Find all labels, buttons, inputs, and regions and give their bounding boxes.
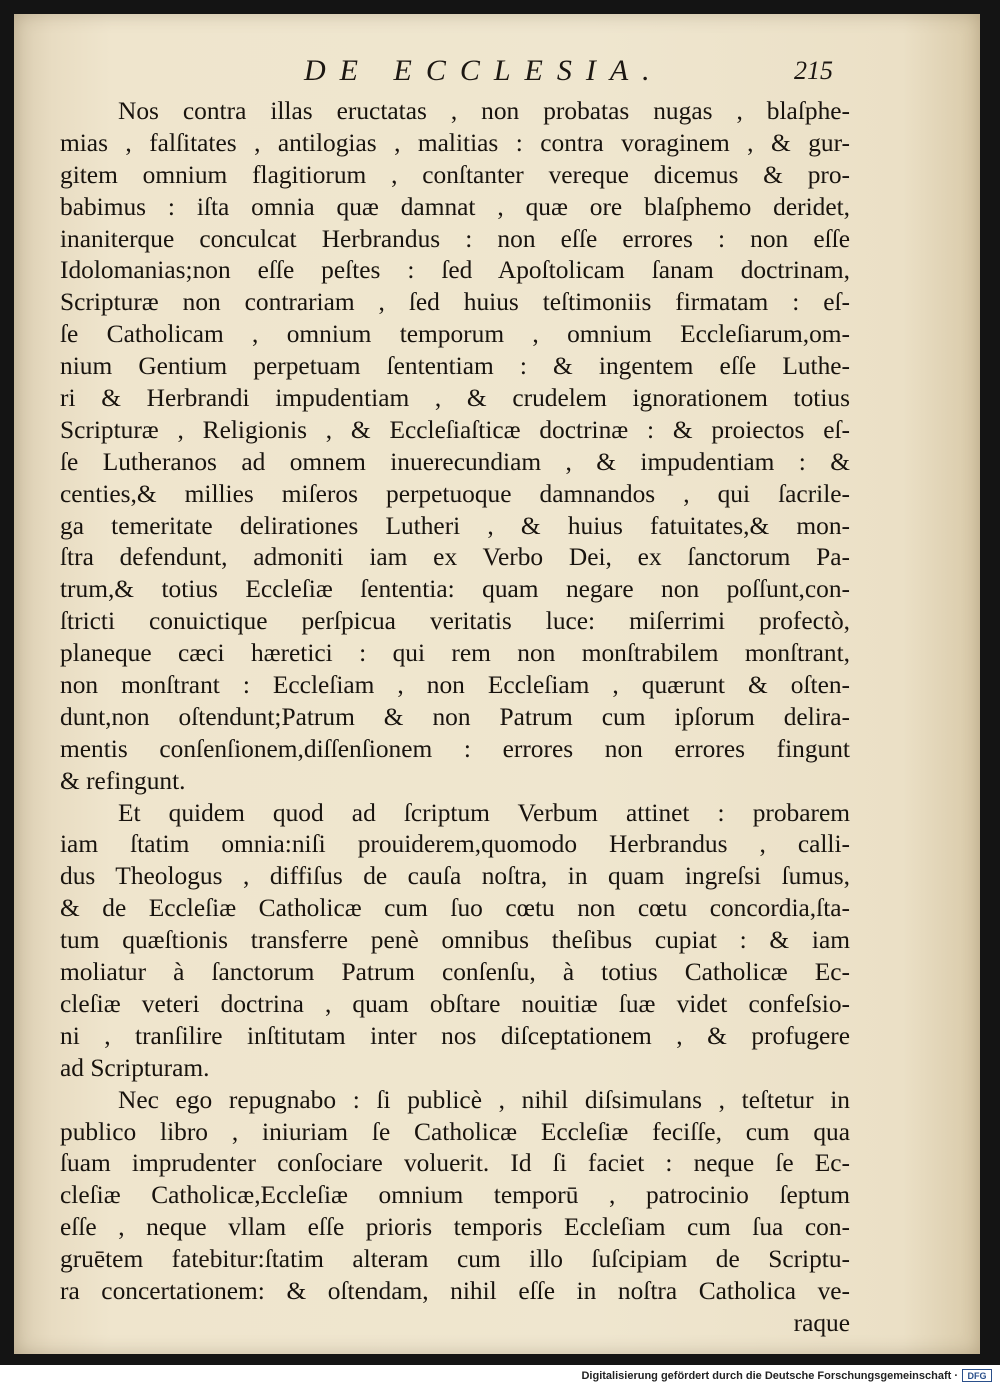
text-line: planeque cæci hæretici : qui rem non monſtrabilem monſtrant, xyxy=(60,639,850,668)
text-line: mias , falſitates , antilogias , malitias : contra voraginem , & gur- xyxy=(60,128,850,157)
page-number: 215 xyxy=(794,56,833,85)
text-line: iam ſtatim omnia:niſi prouiderem,quomodo Herbrandus , calli- xyxy=(60,830,850,859)
text-line: Nec ego repugnabo : ſi publicè , nihil diſsimulans , teſtetur in xyxy=(118,1085,850,1114)
text-line: Nos contra illas eructatas , non probatas nugas , blaſphe- xyxy=(118,97,850,125)
text-line: publico libro , iniuriam ſe Catholicæ Eccleſiæ feciſſe, cum qua xyxy=(60,1117,850,1146)
text-line: ni , tranſilire inſtitutam inter nos diſceptationem , & profugere xyxy=(60,1021,850,1050)
text-line: ri & Herbrandi impudentiam , & crudelem ignorationem totius xyxy=(60,384,850,413)
text-line: Scripturæ non contrariam , ſed huius teſtimoniis firmatam : eſ- xyxy=(60,288,850,317)
text-line: eſſe , neque vllam eſſe prioris temporis Eccleſiam cum ſua con- xyxy=(60,1213,850,1242)
text-line: Et quidem quod ad ſcriptum Verbum attinet : probarem xyxy=(118,798,850,827)
text-line: ſtricti conuictique perſpicua veritatis luce: miſerrimi profectò, xyxy=(60,607,850,636)
book-page xyxy=(14,14,980,1354)
body-text xyxy=(60,96,850,1340)
text-line: tum quæſtionis transferre penè omnibus theſibus cupiat : & iam xyxy=(60,926,850,955)
text-line: dus Theologus , diffiſus de cauſa noſtra, in quam ingreſsi ſumus, xyxy=(60,862,850,891)
text-line: ſe Lutheranos ad omnem inuerecundiam , & impudentiam : & xyxy=(60,447,850,476)
text-line: mentis conſenſionem,diſſenſionem : errores non errores fingunt xyxy=(60,734,850,763)
text-line: ra concertationem: & oſtendam, nihil eſſe in noſtra Catholica ve- xyxy=(60,1276,850,1305)
text-line: ſuam imprudenter conſociare voluerit. Id ſi faciet : neque ſe Ec- xyxy=(60,1149,850,1178)
funding-credit: Digitalisierung gefördert durch die Deutsche Forschungsgemeinschaft · xyxy=(581,1370,958,1382)
page-header xyxy=(14,54,980,94)
catchword: raque xyxy=(793,1308,850,1337)
text-line: non monſtrant : Eccleſiam , non Eccleſiam , quærunt & oſten- xyxy=(60,671,850,700)
text-line: moliatur à ſanctorum Patrum conſenſu, à totius Catholicæ Ec- xyxy=(60,958,850,987)
text-line: centies,& millies miſeros perpetuoque damnandos , qui ſacrile- xyxy=(60,479,850,508)
digitization-footer xyxy=(0,1365,1000,1387)
text-line: cleſiæ veteri doctrina , quam obſtare nouitiæ ſuæ videt confeſsio- xyxy=(60,989,850,1018)
text-line: babimus : iſta omnia quæ damnat , quæ ore blaſphemo deridet, xyxy=(60,192,850,221)
text-line: nium Gentium perpetuam ſententiam : & ingentem eſſe Luthe- xyxy=(60,352,850,381)
text-line: gruētem fatebitur:ſtatim alteram cum illo ſuſcipiam de Scriptu- xyxy=(60,1245,850,1274)
text-line: & de Eccleſiæ Catholicæ cum ſuo cœtu non cœtu concordia,ſta- xyxy=(60,894,850,923)
text-line: gitem omnium flagitiorum , conſtanter vereque dicemus & pro- xyxy=(60,160,850,189)
text-line: Scripturæ , Religionis , & Eccleſiaſticæ doctrinæ : & proiectos eſ- xyxy=(60,415,850,444)
text-line: dunt,non oſtendunt;Patrum & non Patrum cum ipſorum delira- xyxy=(60,702,850,731)
running-head: DE ECCLESIA. xyxy=(304,54,664,87)
text-line: ſtra defendunt, admoniti iam ex Verbo Dei, ex ſanctorum Pa- xyxy=(60,543,850,572)
text-line: & refingunt. xyxy=(60,766,186,795)
text-line: trum,& totius Eccleſiæ ſententia: quam negare non poſſunt,con- xyxy=(60,575,850,604)
text-line: ga temeritate delirationes Lutheri , & huius fatuitates,& mon- xyxy=(60,511,850,540)
dfg-logo: DFG xyxy=(962,1369,992,1382)
text-line: ad Scripturam. xyxy=(60,1053,210,1082)
text-line: inaniterque conculcat Herbrandus : non eſſe errores : non eſſe xyxy=(60,224,850,253)
text-line: Idolomanias;non eſſe peſtes : ſed Apoſtolicam ſanam doctrinam, xyxy=(60,256,850,285)
text-line: cleſiæ Catholicæ,Eccleſiæ omnium temporū , patrocinio ſeptum xyxy=(60,1181,850,1210)
text-line: ſe Catholicam , omnium temporum , omnium Eccleſiarum,om- xyxy=(60,320,850,349)
